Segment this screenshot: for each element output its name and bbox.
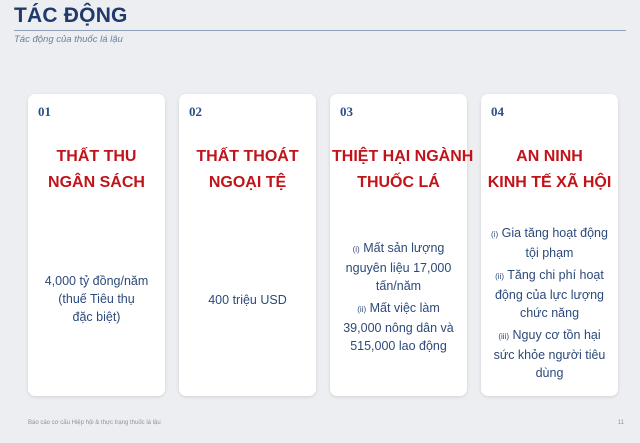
page-number: 11	[617, 420, 624, 426]
item-text: Gia tăng hoạt động	[501, 226, 608, 240]
card-body-line	[485, 224, 614, 244]
impact-card-budget-loss	[28, 94, 165, 396]
impact-cards	[28, 94, 616, 396]
card-body-line: 39,000 nông dân và	[343, 321, 454, 335]
card-number: 04	[491, 104, 504, 119]
item-text: Tăng chi phí hoạt	[507, 268, 604, 282]
impact-card-industry-damage	[330, 94, 474, 396]
card-body-line	[334, 299, 463, 319]
card-heading	[483, 144, 616, 196]
card-body-line	[485, 326, 614, 346]
footer-text: Báo cáo cơ cấu Hiệp hội & thực trạng thuốc lá lậu	[28, 420, 161, 426]
card-body-line: nguyên liệu 17,000	[345, 261, 452, 275]
card-number: 02	[189, 104, 202, 119]
item-text: Mất việc làm	[369, 301, 440, 315]
card-body-line: sức khỏe người tiêu	[493, 348, 606, 362]
card-body-line: 515,000 lao động	[350, 339, 447, 353]
card-heading-line: KINH TẾ XÃ HỘI	[487, 174, 612, 191]
card-body-line	[334, 239, 463, 259]
item-marker: (i)	[491, 230, 499, 239]
card-body-line: (thuế Tiêu thụ	[58, 292, 135, 306]
page-subtitle: Tác động của thuốc lá lậu	[14, 34, 123, 45]
card-body	[183, 291, 312, 309]
impact-card-social-security	[481, 94, 618, 396]
card-body	[334, 239, 463, 355]
card-heading	[30, 144, 163, 196]
card-heading-line: NGOẠI TỆ	[208, 174, 287, 191]
card-heading-line: NGÂN SÁCH	[48, 174, 145, 191]
card-body-line: 4,000 tỷ đồng/năm	[44, 274, 149, 288]
item-marker: (i)	[352, 245, 360, 254]
card-body	[485, 224, 614, 382]
title-divider	[14, 30, 626, 31]
card-body-line: dùng	[535, 366, 564, 380]
page-title: TÁC ĐỘNG	[14, 4, 128, 27]
card-number: 03	[340, 104, 353, 119]
item-marker: (ii)	[495, 272, 505, 281]
card-body-line: động của lực lượng	[494, 288, 605, 302]
item-marker: (ii)	[357, 305, 367, 314]
item-text: Nguy cơ tồn hại	[512, 328, 601, 342]
card-heading-line: THUỐC LÁ	[357, 174, 440, 191]
card-body-line: 400 triệu USD	[208, 293, 287, 307]
card-heading-line: AN NINH	[516, 148, 583, 165]
card-heading-line: THẤT THU	[56, 148, 137, 165]
card-body	[32, 272, 161, 326]
card-body-line: chức năng	[519, 306, 580, 320]
card-heading-line: THIỆT HẠI NGÀNH	[332, 148, 474, 165]
card-body-line: tội phạm	[525, 246, 574, 260]
item-text: Mất sản lượng	[363, 241, 445, 255]
item-marker: (iii)	[498, 332, 510, 341]
card-heading	[181, 144, 314, 196]
card-number: 01	[38, 104, 51, 119]
card-body-line: tấn/năm	[375, 279, 422, 293]
card-heading-line: THẤT THOÁT	[196, 148, 299, 165]
card-body-line	[485, 266, 614, 286]
impact-card-forex-loss	[179, 94, 316, 396]
card-body-line: đặc biệt)	[72, 310, 121, 324]
card-heading	[332, 144, 474, 196]
